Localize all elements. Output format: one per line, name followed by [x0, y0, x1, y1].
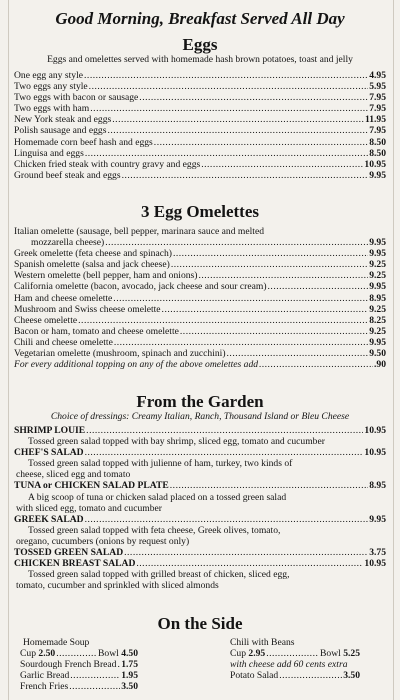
leader-dots: [173, 248, 368, 259]
soup-bowl: Bowl 4.50: [98, 648, 138, 660]
menu-item: [14, 293, 386, 304]
omelettes-title: 3 Egg Omelettes: [140, 202, 260, 221]
salad-item: [14, 558, 386, 569]
leader-dots: [170, 480, 368, 491]
addon-item: [14, 359, 386, 370]
item-price: 4.95: [369, 70, 386, 81]
leader-dots: [56, 648, 97, 659]
chili-label: Chili with Beans: [230, 637, 295, 648]
item-price: 9.95: [369, 336, 386, 348]
garden-title: From the Garden: [136, 392, 264, 411]
item-name: Bacon or ham, tomato and cheese omelette: [14, 325, 179, 337]
item-name: Homemade corn beef hash and eggs: [14, 136, 153, 148]
addon-name: For every additional topping on any of the above omelettes add: [14, 359, 259, 371]
menu-item: [230, 670, 360, 681]
garden-section: [14, 393, 386, 591]
leader-dots: [268, 281, 369, 292]
side-left-column: [20, 637, 138, 692]
menu-item: [20, 659, 138, 670]
salad-description: Tossed green salad topped with feta cheese, Greek olives, tomato,: [28, 524, 281, 536]
item-price: 10.95: [364, 558, 386, 570]
menu-item: [14, 170, 386, 181]
menu-item: [14, 315, 386, 326]
menu-item: [14, 326, 386, 337]
item-name: Sourdough French Bread: [20, 659, 117, 671]
leader-dots: [113, 293, 368, 304]
item-name: Chili and cheese omelette: [14, 336, 113, 348]
leader-dots: [117, 659, 120, 670]
side-left-list: [20, 659, 138, 692]
menu-item: [14, 337, 386, 348]
salad-description: Tossed green salad topped with grilled breast of chicken, sliced egg,: [28, 569, 290, 581]
leader-dots: [89, 81, 369, 92]
item-name: Linguisa and eggs: [14, 147, 84, 159]
item-price: 8.95: [369, 480, 386, 492]
eggs-intro: Eggs and omelettes served with homemade hash brown potatoes, toast and jelly: [47, 54, 353, 65]
side-right-column: [230, 637, 360, 681]
item-name: CHICKEN BREAST SALAD: [14, 558, 136, 570]
menu-item: [20, 681, 138, 692]
menu-header: Good Morning, Breakfast Served All Day: [55, 9, 345, 28]
menu-item: [14, 70, 386, 81]
item-name: Chicken fried steak with country gravy and eggs: [14, 158, 201, 170]
leader-dots: [70, 670, 120, 681]
side-title: On the Side: [157, 614, 243, 633]
item-price: 1.95: [121, 670, 138, 682]
chili-cup: Cup 2.95: [230, 648, 266, 660]
leader-dots: [107, 125, 368, 136]
item-price: 9.95: [369, 513, 386, 525]
item-name: One egg any style: [14, 70, 84, 81]
chili-bowl: Bowl 5.25: [320, 648, 360, 660]
salad-item: [14, 514, 386, 525]
item-name: Cheese omelette: [14, 314, 78, 326]
salad-item: [14, 447, 386, 458]
item-price: 9.25: [369, 259, 386, 271]
eggs-list: [14, 70, 386, 181]
menu-item: [14, 348, 386, 359]
leader-dots: [259, 359, 373, 370]
leader-dots: [198, 270, 368, 281]
item-name: Two eggs with ham: [14, 103, 90, 115]
leader-dots: [136, 558, 363, 569]
leader-dots: [84, 70, 368, 81]
item-name: French Fries: [20, 681, 69, 693]
item-name: Italian omelette (sausage, bell pepper, marinara sauce and melted: [14, 226, 265, 237]
item-name: TUNA or CHICKEN SALAD PLATE: [14, 480, 169, 492]
omelette-list: [14, 248, 386, 359]
leader-dots: [180, 326, 368, 337]
salad-description: Tossed green salad topped with julienne of ham, turkey, two kinds of: [28, 458, 293, 470]
salad-item: [14, 480, 386, 491]
item-name: Ground beef steak and eggs: [14, 169, 121, 181]
soup-prices: [20, 648, 138, 659]
item-name: California omelette (bacon, avocado, jack cheese and sour cream): [14, 281, 267, 293]
leader-dots: [85, 148, 368, 159]
omelettes-section: [14, 203, 386, 370]
item-name: Vegetarian omelette (mushroom, spinach and zucchini): [14, 348, 226, 360]
item-price: 1.75: [121, 659, 138, 671]
item-name: GREEK SALAD: [14, 513, 84, 525]
item-price: 8.50: [369, 136, 386, 148]
leader-dots: [201, 159, 363, 170]
menu-item: [14, 114, 386, 125]
menu-item: [14, 248, 386, 259]
menu-item: [14, 281, 386, 292]
item-price: 9.95: [369, 281, 386, 293]
leader-dots: [139, 92, 368, 103]
soup-label: Homemade Soup: [23, 637, 90, 648]
salad-description: Tossed green salad topped with bay shrimp, sliced egg, tomato and cucumber: [28, 436, 325, 448]
leader-dots: [69, 681, 120, 692]
eggs-section: [14, 36, 386, 181]
item-price: 5.95: [369, 81, 386, 93]
leader-dots: [86, 425, 363, 436]
item-price: 10.95: [364, 447, 386, 459]
item-price: 9.25: [369, 303, 386, 315]
leader-dots: [112, 114, 364, 125]
soup-cup: Cup 2.50: [20, 648, 56, 660]
item-price: 3.75: [369, 547, 386, 559]
item-name: Ham and cheese omelette: [14, 292, 113, 304]
leader-dots: [85, 447, 364, 458]
salad-description: A big scoop of tuna or chicken salad placed on a tossed green salad: [28, 491, 287, 503]
salad-description: with sliced egg, tomato and cucumber: [16, 502, 162, 514]
menu-item: [14, 270, 386, 281]
menu-item: [14, 226, 386, 237]
item-price: 11.95: [364, 114, 386, 126]
item-price: 3.50: [343, 670, 360, 682]
salad-item: [14, 425, 386, 436]
leader-dots: [162, 304, 369, 315]
chili-prices: [230, 648, 360, 659]
item-name: Two eggs with bacon or sausage: [14, 92, 139, 104]
menu-item-cont: [14, 237, 386, 248]
item-price: 7.95: [369, 125, 386, 137]
item-name: SHRIMP LOUIE: [14, 425, 86, 436]
item-price: 10.95: [364, 425, 386, 436]
side-right-list: [230, 670, 360, 681]
menu-item: [14, 92, 386, 103]
menu-item: [14, 259, 386, 270]
leader-dots: [114, 337, 368, 348]
salad-list: [14, 425, 386, 591]
item-price: 7.95: [369, 92, 386, 104]
leader-dots: [171, 259, 368, 270]
item-name: Garlic Bread: [20, 670, 70, 682]
item-name: CHEF'S SALAD: [14, 447, 84, 459]
salad-item: [14, 547, 386, 558]
chili-note: with cheese add 60 cents extra: [230, 659, 348, 671]
menu-item: [14, 137, 386, 148]
menu-item: [14, 159, 386, 170]
eggs-title: Eggs: [182, 35, 218, 54]
item-price: 8.95: [369, 292, 386, 304]
menu-item: [14, 148, 386, 159]
item-price: 9.25: [369, 270, 386, 282]
leader-dots: [78, 315, 368, 326]
item-price: 8.25: [369, 314, 386, 326]
leader-dots: [279, 670, 342, 681]
addon-price: .90: [374, 359, 386, 371]
item-name: Western omelette (bell pepper, ham and onions): [14, 270, 198, 282]
side-section: [14, 615, 386, 633]
leader-dots: [266, 648, 319, 659]
item-name: Spanish omelette (salsa and jack cheese): [14, 259, 170, 271]
salad-description: tomato, cucumber and sprinkled with sliced almonds: [16, 580, 219, 592]
item-name: New York steak and eggs: [14, 114, 112, 126]
leader-dots: [105, 237, 368, 248]
item-name: Potato Salad: [230, 670, 279, 682]
item-price: 7.95: [369, 103, 386, 115]
salad-description: oregano, cucumbers (onions by request only): [16, 535, 190, 547]
menu-item: [14, 304, 386, 315]
item-name-cont: mozzarella cheese): [31, 237, 105, 249]
leader-dots: [122, 170, 369, 181]
leader-dots: [154, 137, 368, 148]
leader-dots: [124, 547, 368, 558]
item-name: TOSSED GREEN SALAD: [14, 547, 124, 559]
item-price: 9.50: [369, 348, 386, 360]
item-price: 3.50: [121, 681, 138, 693]
item-price: 10.95: [364, 158, 386, 170]
item-price: 8.50: [369, 147, 386, 159]
item-price: 9.95: [369, 237, 386, 249]
item-price: 9.95: [369, 169, 386, 181]
leader-dots: [90, 103, 368, 114]
menu-item: [14, 125, 386, 136]
item-price: 9.25: [369, 325, 386, 337]
item-name: Two eggs any style: [14, 81, 88, 93]
menu-item: [14, 81, 386, 92]
item-name: Mushroom and Swiss cheese omelette: [14, 303, 161, 315]
menu-item: [14, 103, 386, 114]
item-name: Polish sausage and eggs: [14, 125, 107, 137]
item-price: 9.95: [369, 248, 386, 260]
garden-dressings: Choice of dressings: Creamy Italian, Ranch, Thousand Island or Bleu Cheese: [50, 411, 350, 422]
salad-description: cheese, sliced egg and tomato: [16, 469, 131, 481]
menu-item: [20, 670, 138, 681]
leader-dots: [227, 348, 369, 359]
leader-dots: [85, 514, 369, 525]
item-name: Greek omelette (feta cheese and spinach): [14, 248, 172, 260]
